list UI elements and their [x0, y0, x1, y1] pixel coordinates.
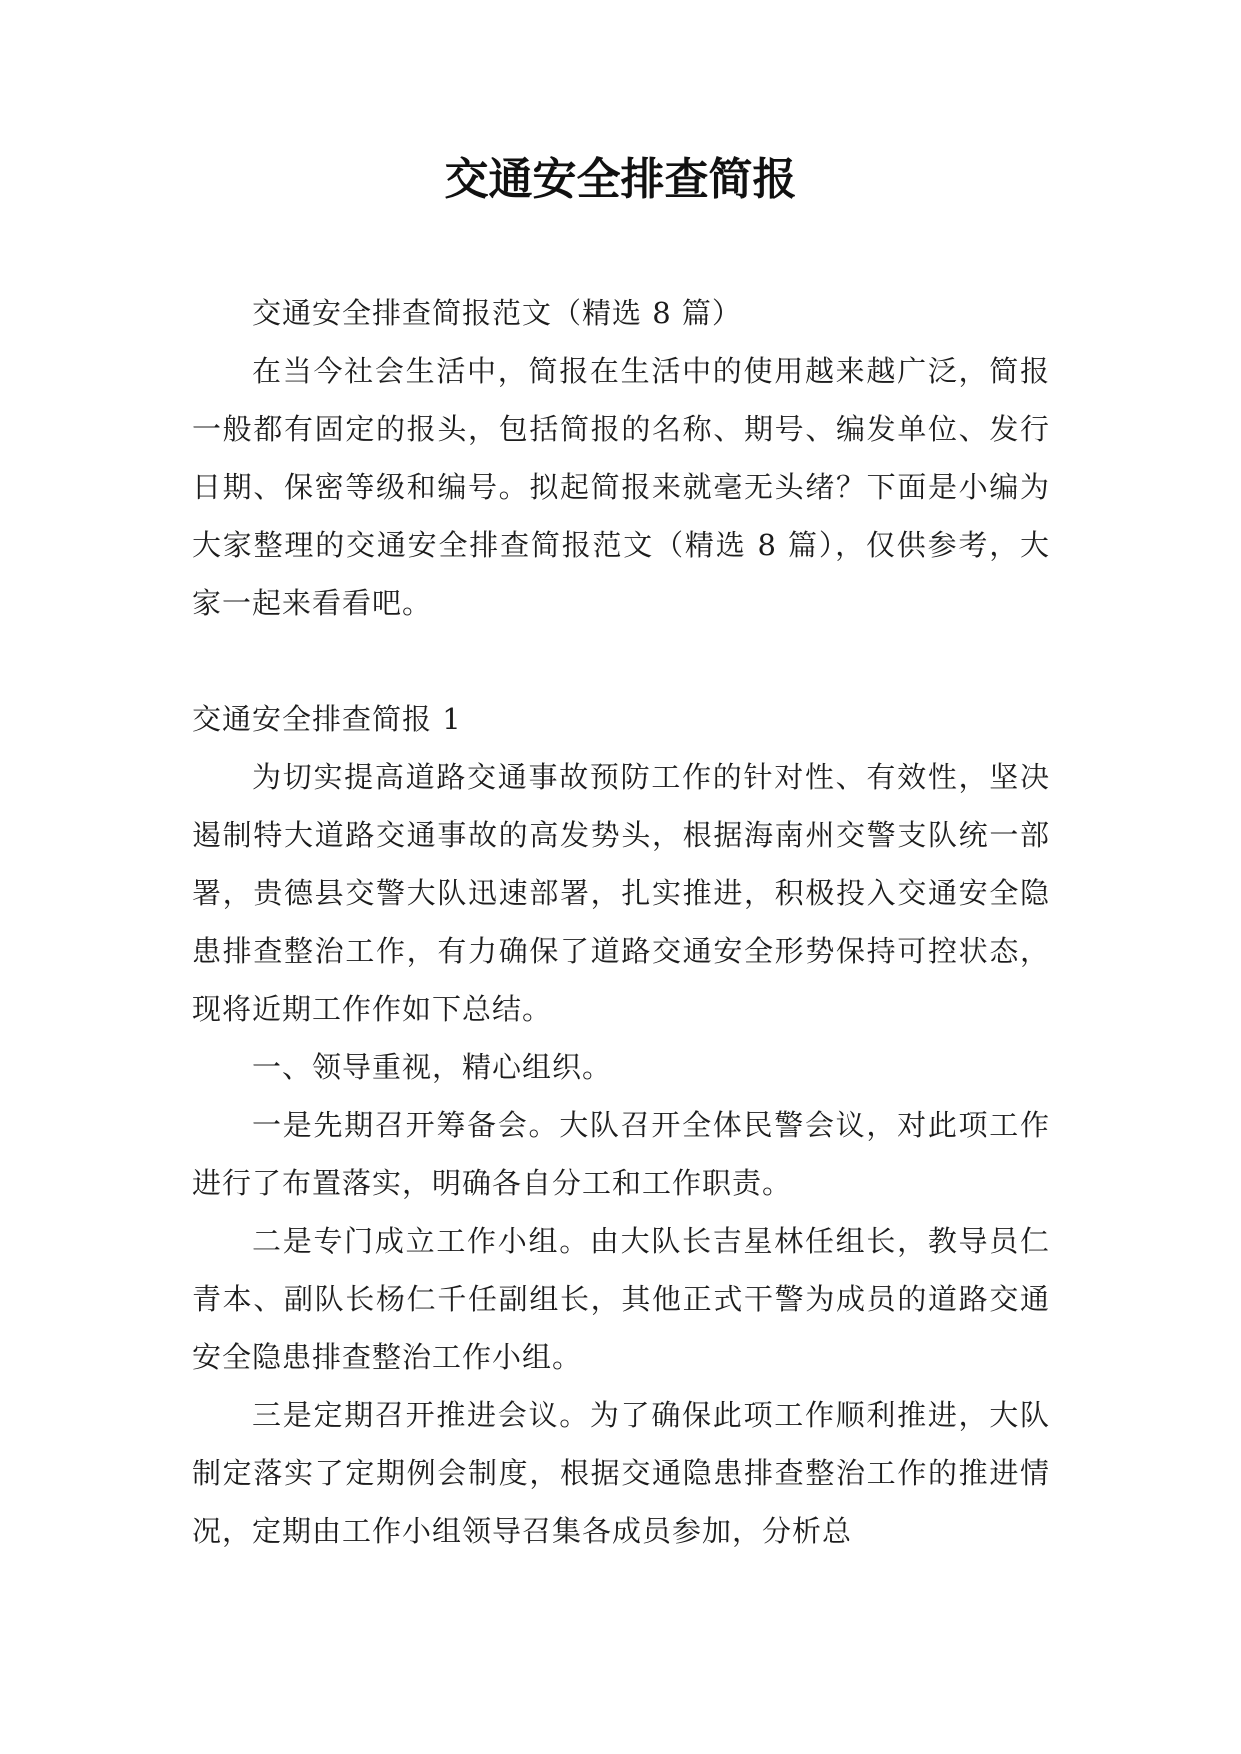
section-heading: 交通安全排查简报 1	[192, 702, 462, 736]
body-paragraph: 三是定期召开推进会议。为了确保此项工作顺利推进，大队制定落实了定期例会制度，根据交通隐患排查整治工作的推进情况，定期由工作小组领导召集各成员参加，分析总	[192, 1398, 1050, 1548]
body-paragraph: 为切实提高道路交通事故预防工作的针对性、有效性，坚决遏制特大道路交通事故的高发势头，根据海南州交警支队统一部署，贵德县交警大队迅速部署，扎实推进，积极投入交通安全隐患排查整治工作，有力确保了道路交通安全形势保持可控状态，现将近期工作作如下总结。	[192, 760, 1050, 1026]
subheading-paragraph: 一、领导重视，精心组织。	[252, 1050, 613, 1084]
intro-paragraph: 在当今社会生活中，简报在生活中的使用越来越广泛，简报一般都有固定的报头，包括简报的名称、期号、编发单位、发行日期、保密等级和编号。拟起简报来就毫无头绪？下面是小编为大家整理的交通安全排查简报范文（精选 8 篇），仅供参考，大家一起来看看吧。	[192, 354, 1050, 620]
body-paragraph: 二是专门成立工作小组。由大队长吉星林任组长，教导员仁青本、副队长杨仁千任副组长，其他正式干警为成员的道路交通安全隐患排查整治工作小组。	[192, 1224, 1050, 1374]
document-title: 交通安全排查简报	[444, 154, 797, 205]
document-body	[192, 284, 1050, 1560]
subtitle-paragraph: 交通安全排查简报范文（精选 8 篇）	[252, 296, 742, 330]
body-paragraph: 一是先期召开筹备会。大队召开全体民警会议，对此项工作进行了布置落实，明确各自分工和工作职责。	[192, 1108, 1050, 1200]
